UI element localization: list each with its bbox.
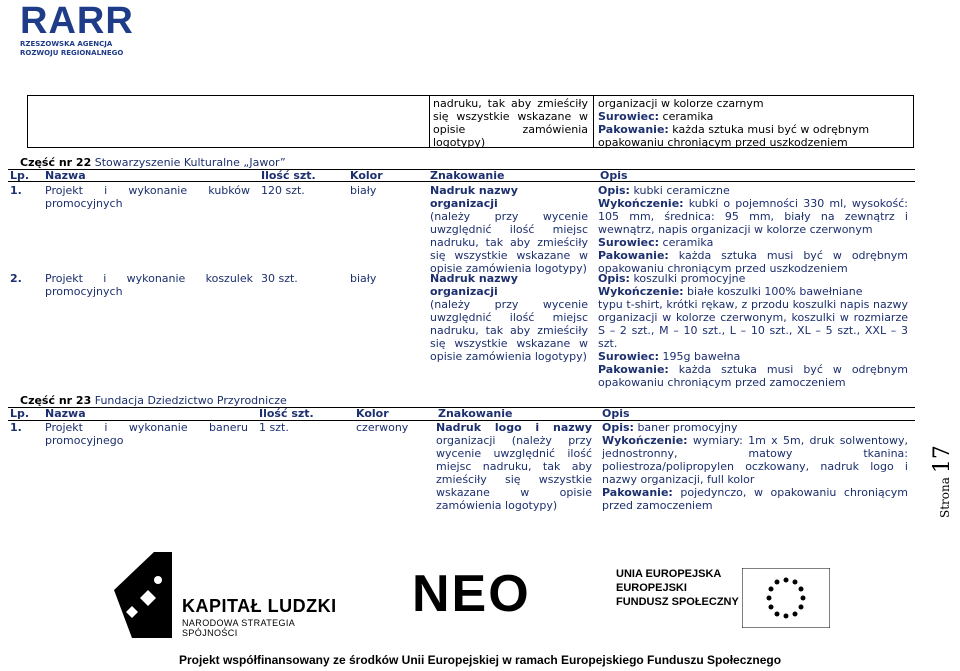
p23-row1-ilosc: 1 szt. <box>259 421 289 434</box>
p23-row1-nazwa: Projekt i wykonanie baneru promocyjnego <box>45 421 248 447</box>
kapital-ludzki-title: KAPITAŁ LUDZKI <box>182 596 337 616</box>
p23-row1-znakowanie <box>436 421 592 512</box>
row2-wykonczenie-value: białe koszulki 100% bawełniane <box>683 285 863 298</box>
p23-wykonczenie-value: wymiary: 1m x 5m, druk solwentowy, jednostronny, matowy tkanina: poliestroza/polipropylen oczkowany, nadruk logo i nazwy organizacji, full kolor <box>602 434 908 486</box>
row1-opis <box>598 184 908 275</box>
ue-logo <box>612 568 842 638</box>
surowiec-label: Surowiec: <box>598 110 660 123</box>
p23-row1-lp: 1. <box>10 421 22 434</box>
row1-kolor: biały <box>350 184 377 197</box>
page-number: 17 <box>930 445 955 474</box>
row2-znak-bold: Nadruk nazwy organizacji <box>430 272 518 298</box>
top-fragment-opis-line1: organizacji w kolorze czarnym <box>598 97 764 110</box>
header-lp: Lp. <box>10 169 30 182</box>
part22-title-rest: Stowarzyszenie Kulturalne „Jawor” <box>91 156 286 169</box>
header23-kolor: Kolor <box>356 407 389 420</box>
row1-wykonczenie-value: kubki o pojemności 330 ml, wysokość: 105 mm, średnica: 95 mm, biały na zewnątrz i wewnątrz, napis organizacji w kolorze czerwonym <box>598 197 908 236</box>
part23-title-rest: Fundacja Dziedzictwo Przyrodnicze <box>91 394 287 407</box>
row2-opis <box>598 272 908 389</box>
row2-wykonczenie-detail: typu t-shirt, krótki rękaw, z przodu koszulki napis nazwy organizacji w kolorze czerwonym, koszulki w rozmiarze S – 2 szt., M – 10 szt., L – 10 szt., XL – 5 szt., XXL – 3 szt. <box>598 298 908 350</box>
page-side-label <box>930 445 955 518</box>
footer-text: Projekt współfinansowany ze środków Unii Europejskiej w ramach Europejskiego Funduszu Społecznego <box>178 653 782 667</box>
header23-opis: Opis <box>602 407 630 420</box>
strona-label: Strona <box>938 477 952 518</box>
ue-text-3: FUNDUSZ SPOŁECZNY <box>616 596 739 608</box>
header23-nazwa: Nazwa <box>45 407 86 420</box>
top-fragment-opis <box>598 97 898 149</box>
p23-opis-label: Opis: <box>602 421 634 434</box>
row1-znakowanie <box>430 184 588 275</box>
p23-opis-value: baner promocyjny <box>633 421 738 434</box>
rarr-logo-sub2: ROZWOJU REGIONALNEGO <box>20 49 124 57</box>
header23-lp: Lp. <box>10 407 30 420</box>
header23-znakowanie: Znakowanie <box>438 407 513 420</box>
header23-ilosc: Ilość szt. <box>259 407 314 420</box>
row2-nazwa: Projekt i wykonanie koszulek promocyjnych <box>45 272 253 298</box>
header-nazwa: Nazwa <box>45 169 86 182</box>
row1-pakowanie-label: Pakowanie: <box>598 249 669 262</box>
row1-opis-label: Opis: <box>598 184 630 197</box>
row2-znakowanie <box>430 272 588 363</box>
row2-opis-label: Opis: <box>598 272 630 285</box>
top-fragment-znakowanie: nadruku, tak aby zmieściły się wszystkie wskazane w opisie zamówienia logotypy) <box>433 97 588 149</box>
row2-pakowanie-label: Pakowanie: <box>598 363 669 376</box>
rarr-logo-sub1: RZESZOWSKA AGENCJA <box>20 40 113 48</box>
p23-row1-kolor: czerwony <box>356 421 409 434</box>
row1-surowiec-value: ceramika <box>659 236 714 249</box>
part23-title-prefix: Część nr 23 <box>20 394 92 407</box>
row2-surowiec-label: Surowiec: <box>598 350 660 363</box>
header-opis: Opis <box>600 169 628 182</box>
part22-header-row <box>10 169 910 182</box>
row1-znak-bold: Nadruk nazwy organizacji <box>430 184 518 210</box>
kapital-ludzki-subtitle: NARODOWA STRATEGIA SPÓJNOŚCI <box>182 618 295 638</box>
row1-lp: 1. <box>10 184 22 197</box>
p23-znak-text: organizacji (należy przy wycenie uwzględnić ilość miejsc nadruku, tak aby zmieściły się wszystkie wskazane w opisie zamówienia logotypy) <box>436 434 592 512</box>
row2-opis-value: koszulki promocyjne <box>629 272 746 285</box>
header-ilosc: Ilość szt. <box>261 169 316 182</box>
row2-kolor: biały <box>350 272 377 285</box>
row1-opis-value: kubki ceramiczne <box>629 184 730 197</box>
ue-text-1: UNIA EUROPEJSKA <box>616 568 722 580</box>
row2-ilosc: 30 szt. <box>261 272 298 285</box>
p23-row1-opis <box>602 421 908 512</box>
row2-pakowanie-value: każda sztuka musi być w odrębnym opakowaniu chroniącym przed zamoczeniem <box>598 363 908 389</box>
row1-nazwa: Projekt i wykonanie kubków promocyjnych <box>45 184 250 210</box>
row1-surowiec-label: Surowiec: <box>598 236 660 249</box>
row2-surowiec-value: 195g bawełna <box>659 350 741 363</box>
row1-znak-text: (należy przy wycenie uwzględnić ilość miejsc nadruku, tak aby zmieściły się wszystkie wskazane w opisie zamówienia logotypy) <box>430 210 588 275</box>
part23-header-row <box>10 407 910 420</box>
kapital-ludzki-emblem-icon <box>112 550 174 640</box>
row1-pakowanie-value: każda sztuka musi być w odrębnym opakowaniu chroniącym przed uszkodzeniem <box>598 249 908 275</box>
p23-pakowanie-label: Pakowanie: <box>602 486 673 499</box>
header-kolor: Kolor <box>350 169 383 182</box>
pakowanie-label: Pakowanie: <box>598 123 669 136</box>
row1-ilosc: 120 szt. <box>261 184 305 197</box>
p23-pakowanie-value: pojedynczo, w opakowaniu chroniącym przed zamoczeniem <box>602 486 908 512</box>
surowiec-value: ceramika <box>659 110 714 123</box>
row2-wykonczenie-label: Wykończenie: <box>598 285 684 298</box>
part22-title-prefix: Część nr 22 <box>20 156 92 169</box>
row2-lp: 2. <box>10 272 22 285</box>
p23-znak-bold: Nadruk logo i nazwy <box>436 421 592 434</box>
header-znakowanie: Znakowanie <box>430 169 505 182</box>
pakowanie-value: każda sztuka musi być w odrębnym opakowaniu chroniącym przed uszkodzeniem <box>598 123 870 149</box>
rarr-logo <box>20 0 134 64</box>
neo-logo-text: NEO <box>412 565 531 623</box>
ue-text-2: EUROPEJSKI <box>616 582 687 594</box>
row2-znak-text: (należy przy wycenie uwzględnić ilość miejsc nadruku, tak aby zmieściły się wszystkie wskazane w opisie zamówienia logotypy) <box>430 298 588 363</box>
rarr-logo-title: RARR <box>20 0 134 42</box>
p23-wykonczenie-label: Wykończenie: <box>602 434 688 447</box>
kapital-ludzki-logo <box>112 550 352 640</box>
row1-wykonczenie-label: Wykończenie: <box>598 197 684 210</box>
part23-title <box>20 394 287 407</box>
part22-title <box>20 156 286 169</box>
eu-flag-icon <box>742 568 830 628</box>
neo-logo <box>412 566 531 622</box>
